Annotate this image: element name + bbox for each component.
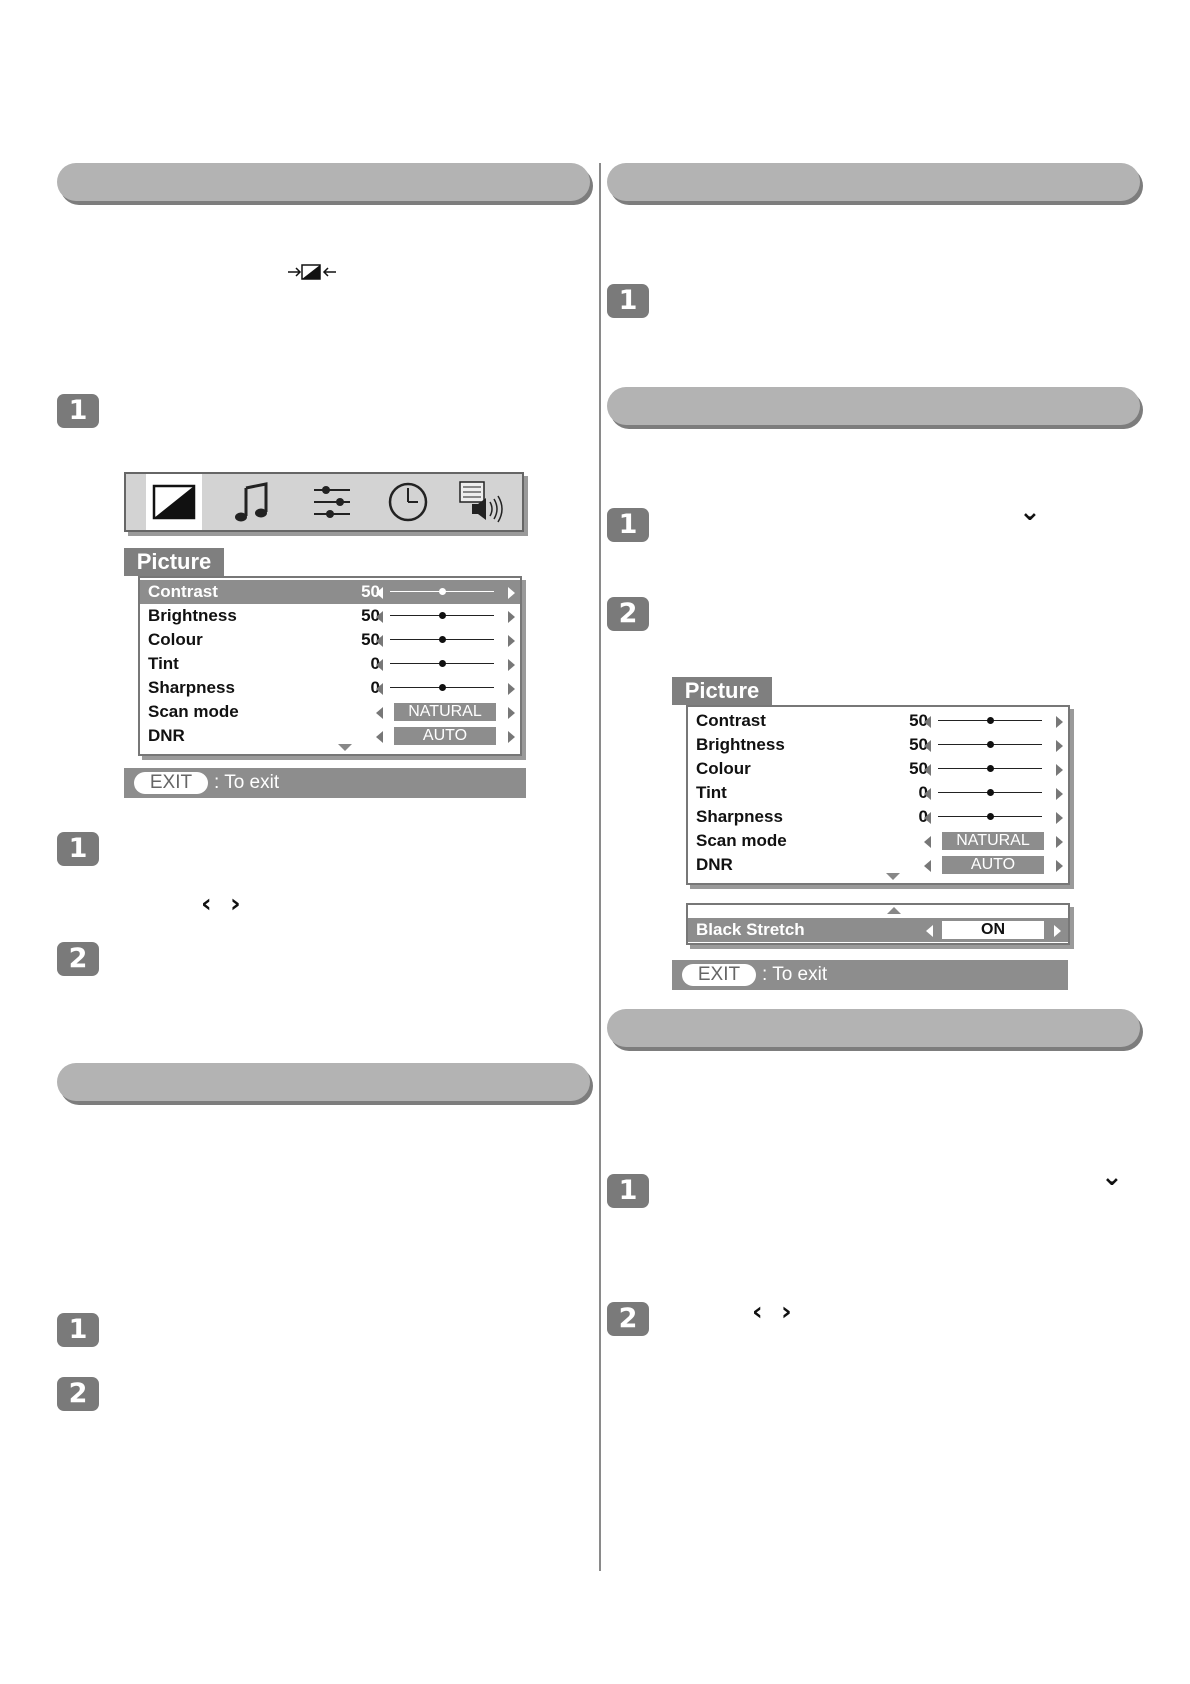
menu-icon-bar	[124, 472, 524, 532]
slider-knob[interactable]	[987, 765, 994, 772]
timer-icon[interactable]	[380, 474, 436, 530]
menu-list	[138, 576, 522, 756]
menu-row-brightness[interactable]	[140, 604, 520, 628]
menu-row-scan-mode[interactable]	[688, 829, 1068, 853]
left-arrow-icon[interactable]	[376, 683, 383, 695]
scroll-up-icon[interactable]	[887, 907, 901, 914]
section-header-bar	[57, 1063, 590, 1101]
menu-row-colour[interactable]	[688, 757, 1068, 781]
exit-button[interactable]: EXIT	[134, 772, 208, 794]
black-stretch-panel	[686, 903, 1070, 945]
menu-tab-picture: Picture	[124, 548, 224, 576]
right-arrow-icon[interactable]	[508, 659, 515, 671]
left-arrow-icon[interactable]	[376, 707, 383, 719]
right-arrow-icon[interactable]	[1054, 925, 1061, 937]
right-arrow-icon[interactable]	[1056, 764, 1063, 776]
right-arrow-icon[interactable]	[508, 707, 515, 719]
slider-knob[interactable]	[439, 636, 446, 643]
left-arrow-icon[interactable]	[926, 925, 933, 937]
menu-row-label: Sharpness	[696, 807, 783, 826]
step-badge-2: 2	[607, 1302, 649, 1336]
slider-knob[interactable]	[987, 741, 994, 748]
menu-row-label: Colour	[696, 759, 751, 778]
menu-row-label: DNR	[148, 726, 185, 745]
feature-icon[interactable]	[454, 474, 510, 530]
right-arrow-icon[interactable]	[1056, 860, 1063, 872]
step-badge-1: 1	[57, 832, 99, 866]
menu-row-label: Scan mode	[696, 831, 787, 850]
step-badge-1: 1	[607, 284, 649, 318]
left-arrow-icon[interactable]	[924, 812, 931, 824]
menu-row-contrast[interactable]	[688, 709, 1068, 733]
left-arrow-icon[interactable]	[376, 659, 383, 671]
menu-row-value: 50	[909, 759, 928, 778]
menu-row-scan-mode[interactable]	[140, 700, 520, 724]
right-arrow-icon[interactable]	[1056, 812, 1063, 824]
picture-icon[interactable]	[146, 474, 202, 530]
exit-bar	[672, 960, 1068, 990]
left-arrow-icon: ‹	[752, 1297, 763, 1327]
menu-row-tint[interactable]	[140, 652, 520, 676]
section-header-bar	[607, 163, 1140, 201]
option-value: NATURAL	[942, 832, 1044, 850]
menu-row-value: 0	[370, 678, 380, 697]
step-badge-1: 1	[607, 1174, 649, 1208]
menu-row-sharpness[interactable]	[140, 676, 520, 700]
section-header-bar	[607, 387, 1140, 425]
menu-row-value: 50	[361, 582, 380, 601]
slider-knob[interactable]	[439, 660, 446, 667]
menu-row-colour[interactable]	[140, 628, 520, 652]
option-value: ON	[942, 921, 1044, 939]
step-badge-1: 1	[57, 394, 99, 428]
left-arrow-icon[interactable]	[376, 731, 383, 743]
menu-row-label: Brightness	[148, 606, 237, 625]
down-arrow-icon: ⌄	[1101, 1162, 1123, 1192]
menu-row-value: 50	[361, 606, 380, 625]
menu-row-label: Colour	[148, 630, 203, 649]
slider-knob[interactable]	[987, 789, 994, 796]
section-header-bar	[607, 1009, 1140, 1047]
option-value: AUTO	[394, 727, 496, 745]
setup-icon[interactable]	[304, 474, 360, 530]
section-header-bar	[57, 163, 590, 201]
menu-list	[686, 705, 1070, 885]
right-arrow-icon: ›	[781, 1297, 792, 1327]
right-arrow-icon[interactable]	[508, 683, 515, 695]
step-badge-2: 2	[607, 597, 649, 631]
sound-icon[interactable]	[226, 474, 282, 530]
menu-row-label: Black Stretch	[696, 920, 805, 939]
menu-row-sharpness[interactable]	[688, 805, 1068, 829]
step-badge-1: 1	[607, 508, 649, 542]
menu-row-value: 50	[361, 630, 380, 649]
right-arrow-icon[interactable]	[508, 611, 515, 623]
right-arrow-icon[interactable]	[1056, 788, 1063, 800]
slider-knob[interactable]	[439, 612, 446, 619]
menu-row-tint[interactable]	[688, 781, 1068, 805]
menu-row-brightness[interactable]	[688, 733, 1068, 757]
left-arrow-icon: ‹	[201, 889, 212, 919]
menu-row-label: Tint	[148, 654, 179, 673]
menu-row-label: Contrast	[696, 711, 766, 730]
left-arrow-icon[interactable]	[376, 635, 383, 647]
slider-knob[interactable]	[439, 588, 446, 595]
option-value: NATURAL	[394, 703, 496, 721]
right-arrow-icon[interactable]	[508, 635, 515, 647]
step-badge-2: 2	[57, 942, 99, 976]
menu-row-label: Scan mode	[148, 702, 239, 721]
left-arrow-icon[interactable]	[924, 716, 931, 728]
exit-button[interactable]: EXIT	[682, 964, 756, 986]
scroll-down-icon[interactable]	[886, 873, 900, 880]
menu-row-contrast[interactable]	[140, 580, 520, 604]
menu-row-black-stretch[interactable]	[688, 918, 1068, 942]
menu-row-label: Brightness	[696, 735, 785, 754]
right-arrow-icon: ›	[230, 889, 241, 919]
right-arrow-icon[interactable]	[508, 731, 515, 743]
menu-row-value: 50	[909, 711, 928, 730]
left-arrow-icon[interactable]	[376, 587, 383, 599]
left-arrow-icon[interactable]	[924, 788, 931, 800]
exit-hint: : To exit	[762, 964, 828, 985]
right-arrow-icon[interactable]	[1056, 716, 1063, 728]
right-arrow-icon[interactable]	[1056, 740, 1063, 752]
scroll-down-icon[interactable]	[338, 744, 352, 751]
left-arrow-icon[interactable]	[376, 611, 383, 623]
menu-row-dnr[interactable]	[688, 853, 1068, 877]
menu-row-value: 0	[918, 807, 928, 826]
picture-size-icon	[288, 262, 336, 282]
right-arrow-icon[interactable]	[1056, 836, 1063, 848]
menu-row-label: Tint	[696, 783, 727, 802]
left-arrow-icon[interactable]	[924, 764, 931, 776]
menu-row-label: Sharpness	[148, 678, 235, 697]
down-arrow-icon: ⌄	[1019, 497, 1041, 527]
slider-knob[interactable]	[439, 684, 446, 691]
slider-knob[interactable]	[987, 813, 994, 820]
picture-menu	[124, 548, 536, 758]
step-badge-1: 1	[57, 1313, 99, 1347]
left-arrow-icon[interactable]	[924, 740, 931, 752]
left-arrow-icon[interactable]	[924, 860, 931, 872]
step-badge-2: 2	[57, 1377, 99, 1411]
menu-row-dnr[interactable]	[140, 724, 520, 748]
option-value: AUTO	[942, 856, 1044, 874]
right-arrow-icon[interactable]	[508, 587, 515, 599]
menu-row-value: 0	[370, 654, 380, 673]
picture-menu	[672, 677, 1084, 887]
exit-bar	[124, 768, 526, 798]
menu-row-value: 0	[918, 783, 928, 802]
menu-row-value: 50	[909, 735, 928, 754]
left-arrow-icon[interactable]	[924, 836, 931, 848]
slider-knob[interactable]	[987, 717, 994, 724]
menu-row-label: Contrast	[148, 582, 218, 601]
column-divider	[599, 163, 601, 1571]
menu-row-label: DNR	[696, 855, 733, 874]
menu-tab-picture: Picture	[672, 677, 772, 705]
exit-hint: : To exit	[214, 772, 280, 793]
